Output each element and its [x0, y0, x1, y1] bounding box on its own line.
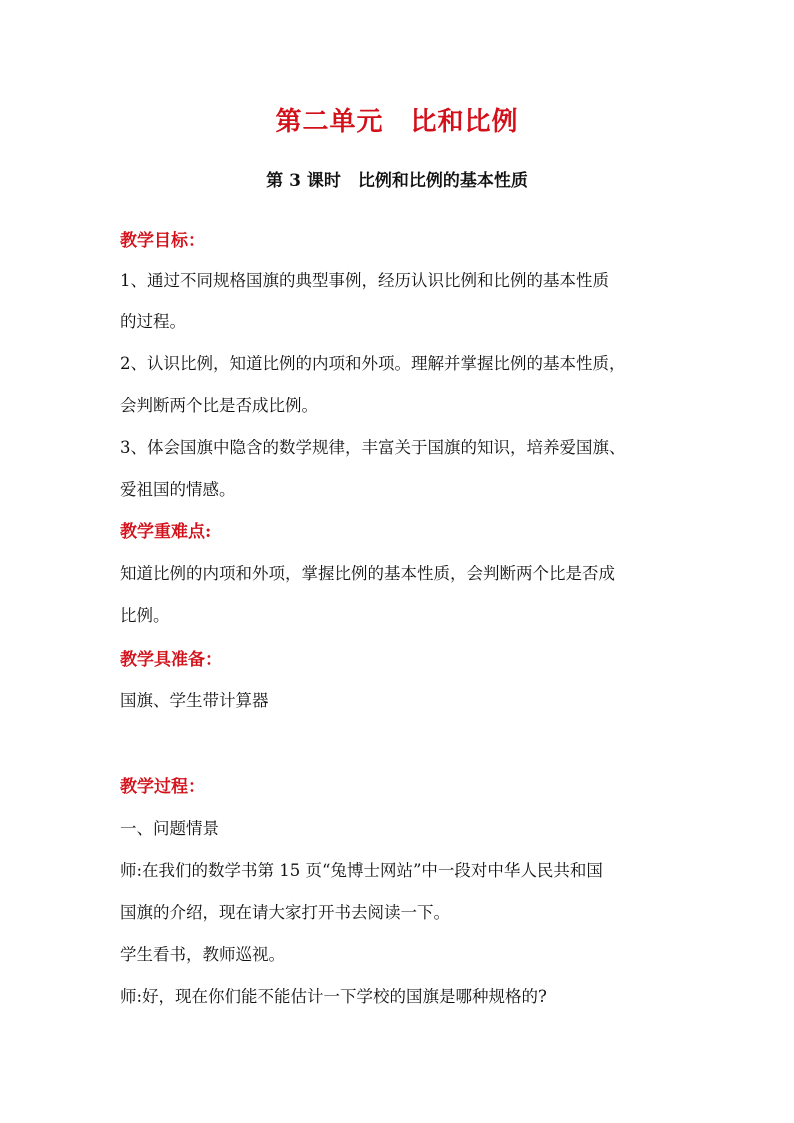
paragraph-1-line-2: 国旗的介绍，现在请大家打开书去阅读一下。: [120, 903, 450, 922]
materials-heading: 教学具准备：: [120, 650, 222, 670]
goal-2-line-1: 2、认识比例，知道比例的内项和外项。理解并掌握比例的基本性质，: [120, 354, 626, 373]
key-points-line-2: 比例。: [120, 606, 170, 625]
paragraph-2: 学生看书，教师巡视。: [120, 945, 285, 964]
goal-2-line-2: 会判断两个比是否成比例。: [120, 396, 318, 415]
paragraph-3: 师:好，现在你们能不能估计一下学校的国旗是哪种规格的?: [120, 987, 547, 1006]
paragraph-1-line-1: 师:在我们的数学书第 15 页“兔博士网站”中一段对中华人民共和国: [120, 861, 603, 880]
goals-heading: 教学目标：: [120, 231, 205, 251]
goal-1-line-1: 1、通过不同规格国旗的典型事例，经历认识比例和比例的基本性质: [120, 271, 609, 290]
key-points-line-1: 知道比例的内项和外项，掌握比例的基本性质，会判断两个比是否成: [120, 564, 615, 583]
document-title: 第二单元 比和比例: [275, 107, 519, 137]
lesson-subtitle: 第 3 课时 比例和比例的基本性质: [266, 171, 528, 191]
process-heading: 教学过程：: [120, 777, 205, 797]
key-points-heading: 教学重难点:: [120, 522, 212, 542]
goal-3-line-1: 3、体会国旗中隐含的数学规律，丰富关于国旗的知识，培养爱国旗、: [120, 438, 626, 457]
goal-1-line-2: 的过程。: [120, 312, 186, 331]
section-1-heading: 一、问题情景: [120, 819, 219, 838]
goal-3-line-2: 爱祖国的情感。: [120, 480, 236, 499]
materials-text: 国旗、学生带计算器: [120, 691, 269, 710]
